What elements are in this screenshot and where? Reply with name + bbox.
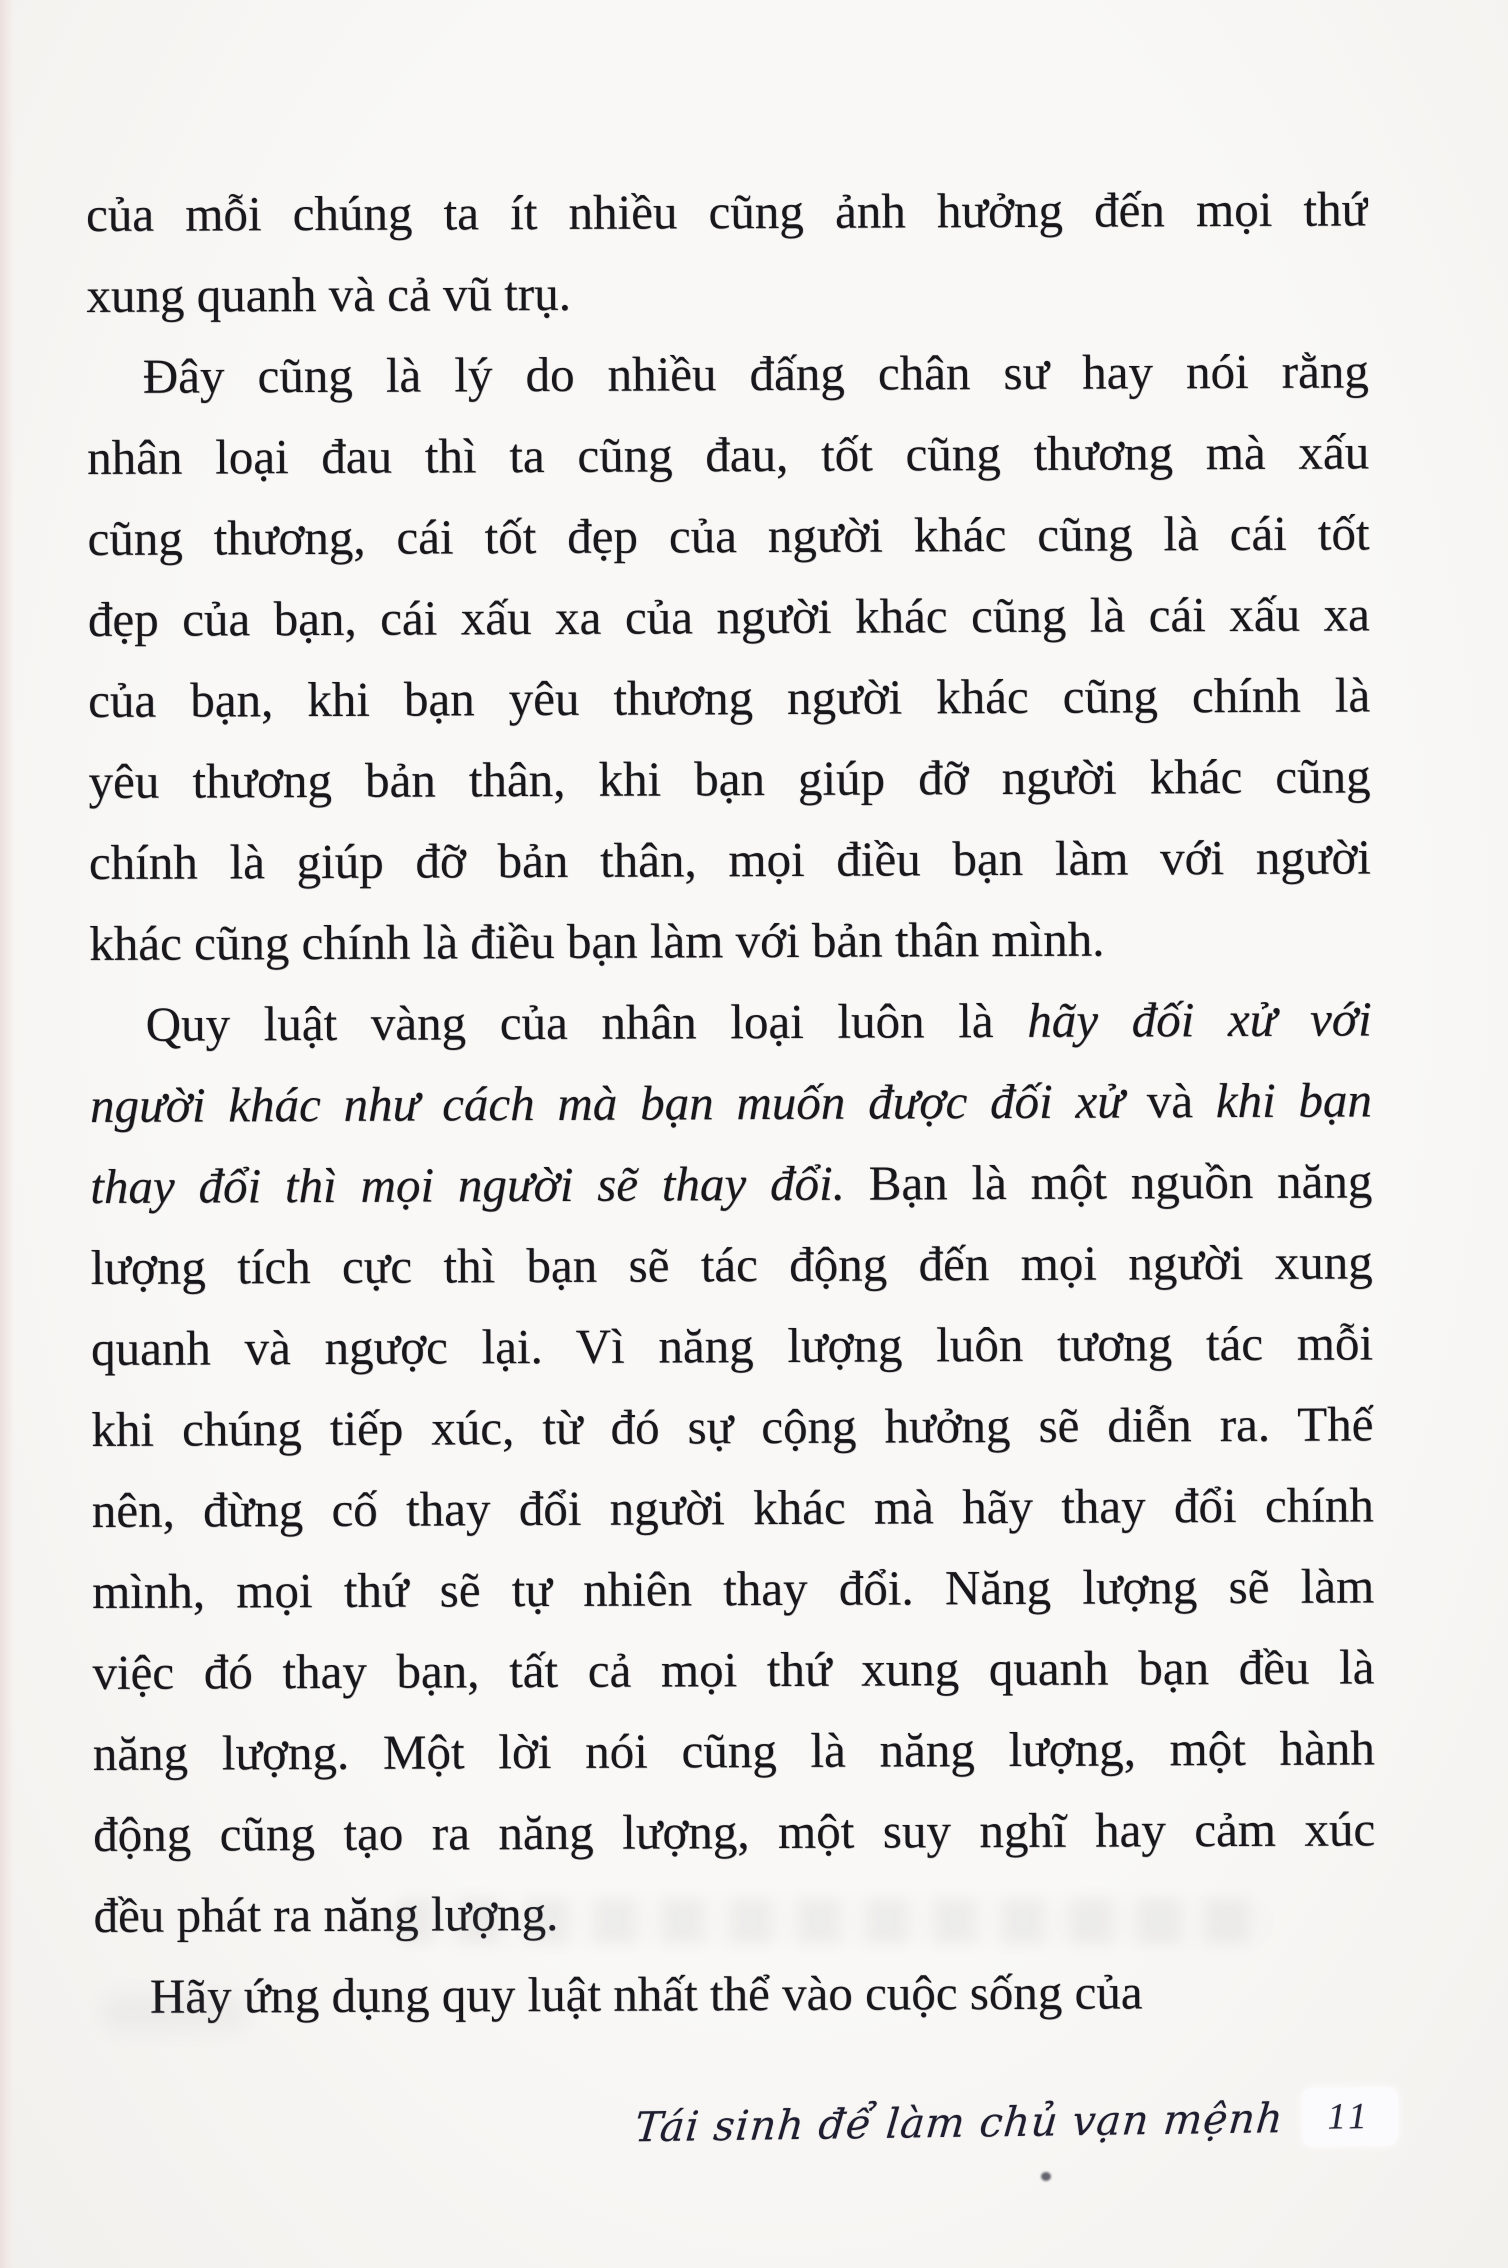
text-line <box>93 1707 1375 1794</box>
text-line <box>86 168 1368 255</box>
text-segment: lượng tích cực thì bạn sẽ tác động đến mọi người xung <box>90 1234 1373 1295</box>
body-text-block <box>86 168 1376 2037</box>
italic-text-segment: người khác như cách mà bạn muốn được đối xử <box>89 1073 1147 1133</box>
ink-dot <box>1041 2172 1051 2181</box>
text-line <box>87 411 1369 498</box>
text-line <box>88 735 1370 822</box>
running-title: Tái sinh để làm chủ vạn mệnh <box>633 2093 1286 2151</box>
text-segment: xung quanh và cả vũ trụ. <box>86 265 572 324</box>
text-line <box>89 897 1371 984</box>
text-line <box>90 1140 1372 1227</box>
text-line <box>88 573 1370 660</box>
text-segment: Hãy ứng dụng quy luật nhất thể vào cuộc sống của <box>149 1964 1143 2024</box>
text-line <box>92 1545 1374 1632</box>
text-line <box>89 816 1371 903</box>
text-segment: Quy luật vàng của nhân loại luôn là <box>145 992 1028 1052</box>
text-segment: việc đó thay bạn, tất cả mọi thứ xung quanh bạn đều là <box>92 1639 1375 1700</box>
text-segment: đều phát ra năng lượng. <box>93 1885 559 1943</box>
text-line <box>88 654 1370 741</box>
page-number: 11 <box>1327 2096 1373 2138</box>
text-segment: của bạn, khi bạn yêu thương người khác cũng chính là <box>88 667 1371 729</box>
text-line <box>91 1302 1373 1389</box>
text-segment: và <box>1146 1073 1216 1129</box>
text-line <box>91 1383 1373 1470</box>
scan-edge-tint <box>0 0 14 2268</box>
text-line <box>93 1788 1375 1875</box>
text-line <box>90 1059 1372 1146</box>
text-segment: động cũng tạo ra năng lượng, một suy nghĩ hay cảm xúc <box>93 1801 1376 1862</box>
text-segment: khi chúng tiếp xúc, từ đó sự cộng hưởng sẽ diễn ra. Thế <box>91 1396 1374 1457</box>
text-segment: đẹp của bạn, cái xấu xa của người khác cũng là cái xấu xa <box>87 586 1370 648</box>
text-segment: năng lượng. Một lời nói cũng là năng lượng, một hành <box>92 1720 1375 1781</box>
text-segment: nhân loại đau thì ta cũng đau, tốt cũng thương mà xấu <box>87 424 1370 486</box>
italic-text-segment: thay đổi thì mọi người sẽ thay đổi. <box>90 1155 846 1214</box>
bleedthrough-smudge-small <box>100 1994 250 2032</box>
italic-text-segment: khi bạn <box>1215 1072 1373 1129</box>
italic-text-segment: hãy đối xử với <box>1027 991 1372 1048</box>
text-segment: cũng thương, cái tốt đẹp của người khác cũng là cái tốt <box>87 505 1370 567</box>
text-line <box>86 249 1368 336</box>
text-segment: mình, mọi thứ sẽ tự nhiên thay đổi. Năng lượng sẽ làm <box>92 1558 1375 1619</box>
text-segment: chính là giúp đỡ bản thân, mọi điều bạn làm với người <box>88 829 1372 891</box>
bleedthrough-smudge <box>390 1898 1270 1944</box>
text-line <box>91 1221 1373 1308</box>
page-number-box <box>1301 2087 1398 2147</box>
text-line <box>92 1626 1374 1713</box>
text-segment: nên, đừng cố thay đổi người khác mà hãy thay đổi chính <box>91 1477 1374 1538</box>
text-line <box>92 1464 1374 1551</box>
text-segment: Đây cũng là lý do nhiều đấng chân sư hay nói rằng <box>142 343 1369 404</box>
text-segment: khác cũng chính là điều bạn làm với bản thân mình. <box>89 911 1105 972</box>
page-footer <box>635 2087 1399 2157</box>
text-line <box>87 330 1369 417</box>
text-line <box>94 1950 1376 2037</box>
text-line <box>89 978 1371 1065</box>
text-line <box>87 492 1369 579</box>
text-segment: Bạn là một nguồn năng <box>844 1153 1373 1211</box>
text-segment: yêu thương bản thân, khi bạn giúp đỡ người khác cũng <box>88 748 1371 810</box>
text-segment: của mỗi chúng ta ít nhiều cũng ảnh hưởng đến mọi thứ <box>85 181 1369 243</box>
text-segment: quanh và ngược lại. Vì năng lượng luôn tương tác mỗi <box>90 1315 1374 1376</box>
